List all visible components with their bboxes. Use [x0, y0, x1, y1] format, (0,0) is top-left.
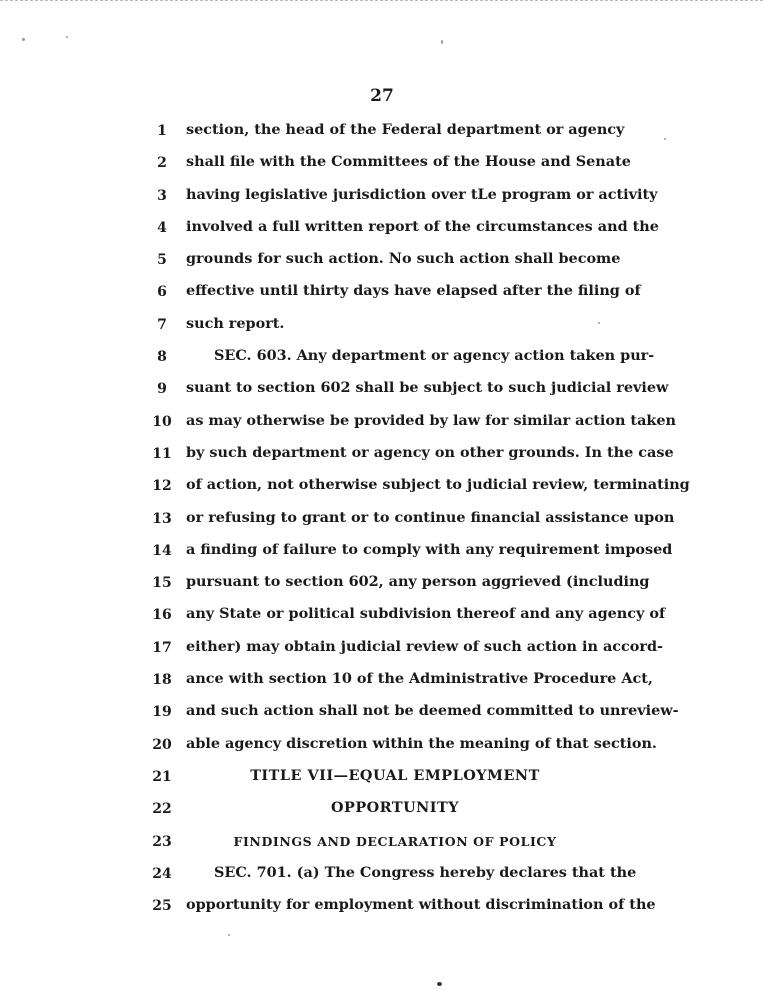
document-line — [0, 118, 763, 150]
line-text: grounds for such action. No such action shall become — [186, 250, 621, 268]
title-heading: TITLE VII—EQUAL EMPLOYMENT — [250, 766, 540, 784]
page-number: 27 — [370, 86, 394, 106]
line-number: 4 — [157, 219, 167, 236]
section-heading-text: SEC. 603. Any department or agency action taken pur- — [214, 347, 655, 365]
line-text: pursuant to section 602, any person aggrieved (including — [186, 573, 650, 591]
line-number: 8 — [157, 349, 167, 366]
line-number: 9 — [157, 381, 167, 398]
line-number: 20 — [152, 736, 172, 753]
document-line — [0, 667, 763, 699]
scan-speck — [228, 934, 230, 936]
document-line — [0, 279, 763, 311]
line-number: 22 — [152, 801, 172, 818]
line-text: ance with section 10 of the Administrative Procedure Act, — [186, 670, 653, 688]
line-number: 17 — [152, 639, 172, 656]
line-number: 19 — [152, 704, 172, 721]
line-text: involved a full written report of the circumstances and the — [186, 217, 659, 235]
document-line — [0, 829, 763, 861]
document-line — [0, 473, 763, 505]
line-number: 15 — [152, 575, 172, 592]
line-number: 24 — [152, 865, 172, 882]
document-line — [0, 247, 763, 279]
document-line — [0, 602, 763, 634]
document-line — [0, 699, 763, 731]
line-number: 10 — [152, 413, 172, 430]
line-text: having legislative jurisdiction over tLe program or activity — [186, 185, 658, 203]
document-line — [0, 441, 763, 473]
page-top-border — [0, 0, 763, 4]
line-text: any State or political subdivision thereof and any agency of — [186, 605, 666, 623]
line-number: 21 — [152, 768, 172, 785]
document-line — [0, 796, 763, 828]
document-body — [0, 118, 763, 925]
line-text: suant to section 602 shall be subject to such judicial review — [186, 379, 669, 397]
line-number: 12 — [152, 478, 172, 495]
document-line — [0, 570, 763, 602]
line-number: 11 — [152, 445, 172, 462]
document-line — [0, 150, 763, 182]
scan-speck — [66, 36, 68, 38]
line-number: 25 — [152, 898, 172, 915]
scan-speck — [441, 40, 443, 44]
line-text: as may otherwise be provided by law for similar action taken — [186, 411, 676, 429]
line-number: 5 — [157, 252, 167, 269]
line-number: 16 — [152, 607, 172, 624]
line-number: 2 — [157, 155, 167, 172]
title-heading: OPPORTUNITY — [330, 799, 460, 817]
document-line — [0, 409, 763, 441]
scan-speck — [598, 322, 600, 324]
scan-speck — [664, 138, 666, 140]
document-line — [0, 538, 763, 570]
line-number: 1 — [157, 123, 167, 139]
line-text: a finding of failure to comply with any requirement imposed — [186, 540, 673, 558]
line-text: such report. — [186, 314, 285, 332]
document-line — [0, 344, 763, 376]
line-text: or refusing to grant or to continue financial assistance upon — [186, 508, 675, 526]
document-line — [0, 764, 763, 796]
line-number: 3 — [157, 187, 167, 204]
document-line — [0, 861, 763, 893]
line-number: 7 — [157, 316, 167, 333]
line-number: 18 — [152, 672, 172, 689]
line-text: effective until thirty days have elapsed after the filing of — [186, 282, 641, 300]
line-text: able agency discretion within the meaning of that section. — [186, 734, 657, 752]
line-number: 6 — [157, 284, 167, 301]
document-line — [0, 732, 763, 764]
document-line — [0, 312, 763, 344]
line-text: and such action shall not be deemed committed to unreview- — [186, 702, 679, 720]
line-number: 14 — [152, 542, 172, 559]
line-number: 23 — [152, 833, 172, 850]
subheading: FINDINGS AND DECLARATION OF POLICY — [233, 833, 557, 849]
line-text: of action, not otherwise subject to judicial review, terminating — [186, 476, 690, 494]
line-text: shall file with the Committees of the House and Senate — [186, 153, 631, 171]
scan-speck — [22, 38, 25, 41]
document-line — [0, 183, 763, 215]
line-text: section, the head of the Federal department or agency — [186, 121, 625, 138]
document-line — [0, 215, 763, 247]
scan-speck — [437, 982, 442, 986]
document-line — [0, 635, 763, 667]
document-line — [0, 506, 763, 538]
line-number: 13 — [152, 510, 172, 527]
document-line — [0, 893, 763, 925]
line-text: opportunity for employment without discrimination of the — [186, 896, 656, 914]
section-heading-text: SEC. 701. (a) The Congress hereby declares that the — [214, 863, 637, 881]
line-text: by such department or agency on other grounds. In the case — [186, 443, 674, 461]
document-line — [0, 376, 763, 408]
line-text: either) may obtain judicial review of such action in accord- — [186, 637, 664, 655]
